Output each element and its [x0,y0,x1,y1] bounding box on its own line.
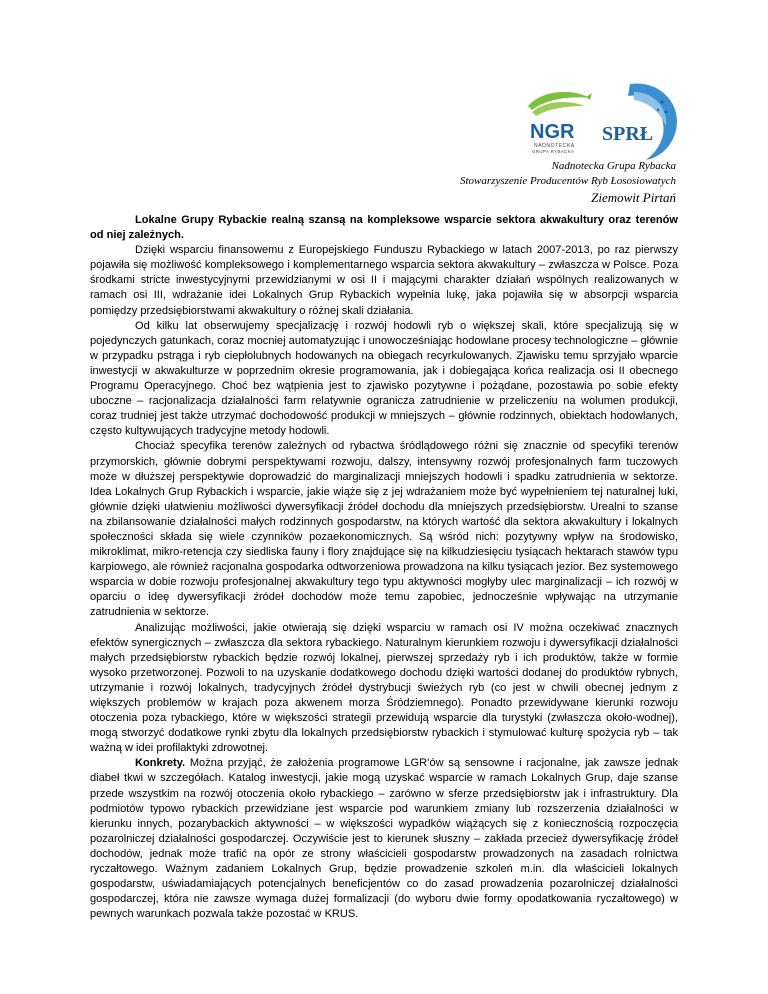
organization-name: Nadnotecka Grupa Rybacka [551,160,676,172]
paragraph: Analizując możliwości, jakie otwierają się dzięki wsparciu w ramach osi IV można oczekiwać znacznych efektów synergicznych – zwłaszcza dla sektora rybackiego. Naturalnym kierunkiem rozwoju i dywersyfikacji działalności małych przedsiębiorstw rybackich będzie rozwój lokalnej, pierwszej sprzedaży ryb i ich produktów, także w formie wysoko przetworzonej. Pozwoli to na uzyskanie dodatkowego dochodu dzięki wartości dodanej do produktów rybnych, utrzymanie i rozwój lokalnych, tradycyjnych źródeł dystrybucji świeżych ryb (co jest w chwili obecnej jednym z większych problemów w krajach poza akwenem morza Śródziemnego). Ponadto przewidywane kierunki rozwoju otoczenia poza rybackiego, które w większości strategii przewidują wsparcie dla turystyki (zwłaszcza około-wodnej), mogą stworzyć dodatkowe rynki zbytu dla lokalnych przedsiębiorstw rybackich i stymulować kulturę spożycia ryb – tak ważną w idei profilaktyki zdrowotnej. [90,621,678,755]
svg-text:NGR: NGR [530,121,575,143]
paragraph: Chociaż specyfika terenów zależnych od rybactwa śródlądowego różni się znacznie od specyfiki terenów przymorskich, głównie dobrymi perspektywami rozwoju, dalszy, intensywny rozwój profesjonalnych farm tuczowych może w dłuższej perspektywie doprowadzić do marginalizacji mniejszych hodowli i spadku zatrudnienia w sektorze. Idea Lokalnych Grup Rybackich i wsparcie, jakie wiąże się z jej wdrażaniem może być wypełnieniem tej naturalnej luki, głównie dzięki ułatwieniu możliwości dywersyfikacji źródeł dochodu dla mniejszych przedsiębiorstw. Urealni to szanse na zbilansowanie działalności małych rodzinnych gospodarstw, na których wartość dla sektora akwakultury i lokalnych społeczności składa się wiele czynników pozaekonomicznych. Są wśród nich: pozytywny wpływ na środowisko, mikroklimat, mikro-retencja czy siedliska fauny i flory znajdujące się na kilkudziesięciu tysiącach hektarach stawów typu karpiowego, ale również racjonalna gospodarka odtworzeniowa prowadzona na kilku tysiącach jezior. Bez systemowego wsparcia w dobie rozwoju profesjonalnej akwakultury tego typu aktywności mogłyby ulec marginalizacji – ich rozwój w oparciu o ideę dywersyfikacji źródeł dochodów może temu zapobiec, jednocześnie wpływając na utrzymanie zatrudnienia w sektorze. [90,440,678,619]
paragraph-lead: Konkrety. [135,757,186,770]
svg-text:NADNOTECKA: NADNOTECKA [534,143,575,149]
ngr-logo [520,88,594,156]
header-block [460,159,676,206]
author-name: Ziemowit Pirtań [591,190,676,205]
svg-text:SPRŁ: SPRŁ [602,123,654,145]
article-body [90,213,678,922]
paragraph [90,756,678,922]
article-title: Lokalne Grupy Rybackie realną szansą na kompleksowe wsparcie sektora akwakultury oraz terenów od niej zależnych. [90,214,678,242]
svg-text:GRUPA RYBACKA: GRUPA RYBACKA [532,149,575,154]
logos [514,82,684,164]
association-name: Stowarzyszenie Producentów Ryb Łososiowatych [459,175,676,187]
sprl-logo [600,82,682,162]
paragraph: Dzięki wsparciu finansowemu z Europejskiego Funduszu Rybackiego w latach 2007-2013, po raz pierwszy pojawiła się możliwość kompleksowego i komplementarnego wsparcia sektora akwakultury – zwłaszcza w Polsce. Poza środkami stricte inwestycyjnymi przewidzianymi w osi II i mającymi charakter działań wspólnych realizowanych w ramach osi III, wdrażanie idei Lokalnych Grup Rybackich wypełnia lukę, jaka pojawiła się w absorpcji wsparcia pomiędzy przedsiębiorstwami akwakultury o różnej skali działania. [90,244,678,317]
paragraph-text: Można przyjąć, że założenia programowe LGR’ów są sensowne i racjonalne, jak zawsze jednak diabeł tkwi w szczegółach. Katalog inwestycji, jakie mogą uzyskać wsparcie w ramach Lokalnych Grup, daje szanse przede wszystkim na rozwój otoczenia około rybackiego – zarówno w sferze przedsiębiorstw jak i infrastruktury. Dla podmiotów typowo rybackich przewidziane jest wsparcie pod warunkiem zmiany lub rozszerzenia działalności w kierunku innych, pozarybackich aktywności – w większości wypadków wiążących się z koniecznością rozpoczęcia pozarolniczej działalności gospodarczej. Oczywiście jest to kierunek słuszny – zakłada przecież dywersyfikację źródeł dochodów, jednak może trafić na opór ze strony właścicieli gospodarstw prowadzonych na zasadach rolnictwa ryczałtowego. Ważnym zadaniem Lokalnych Grup, będzie prowadzenie szkoleń m.in. dla właścicieli lokalnych gospodarstw, uświadamiających potencjalnych beneficjentów co do zasad prowadzenia pozarolniczej działalności gospodarczej, która nie zawsze wymaga dużej formalizacji (do wyboru dwie formy opodatkowania ryczałtowego) w pewnych warunkach pozwala także pozostać w KRUS. [90,757,678,921]
paragraph: Od kilku lat obserwujemy specjalizację i rozwój hodowli ryb o większej skali, które specjalizują się w pojedynczych gatunkach, coraz mocniej automatyzując i unowocześniając hodowlane procesy technologiczne – głównie w przypadku pstrąga i ryb ciepłolubnych hodowanych na obiegach recyrkulowanych. Zjawisku temu sprzyjało wparcie inwestycji w akwakulturze w poprzednim okresie programowania, jak i dobiegająca końca realizacja osi II obecnego Programu Operacyjnego. Choć bez wątpienia jest to zjawisko pozytywne i pożądane, pozostawia po sobie efekty uboczne – racjonalizacja działalności farm relatywnie ogranicza zatrudnienie w przeliczeniu na wolumen produkcji, coraz trudniej jest także utrzymać dochodowość produkcji w mniejszych – głównie rodzinnych, obiektach hodowlanych, często kultywujących tradycyjne metody hodowli. [90,319,678,438]
